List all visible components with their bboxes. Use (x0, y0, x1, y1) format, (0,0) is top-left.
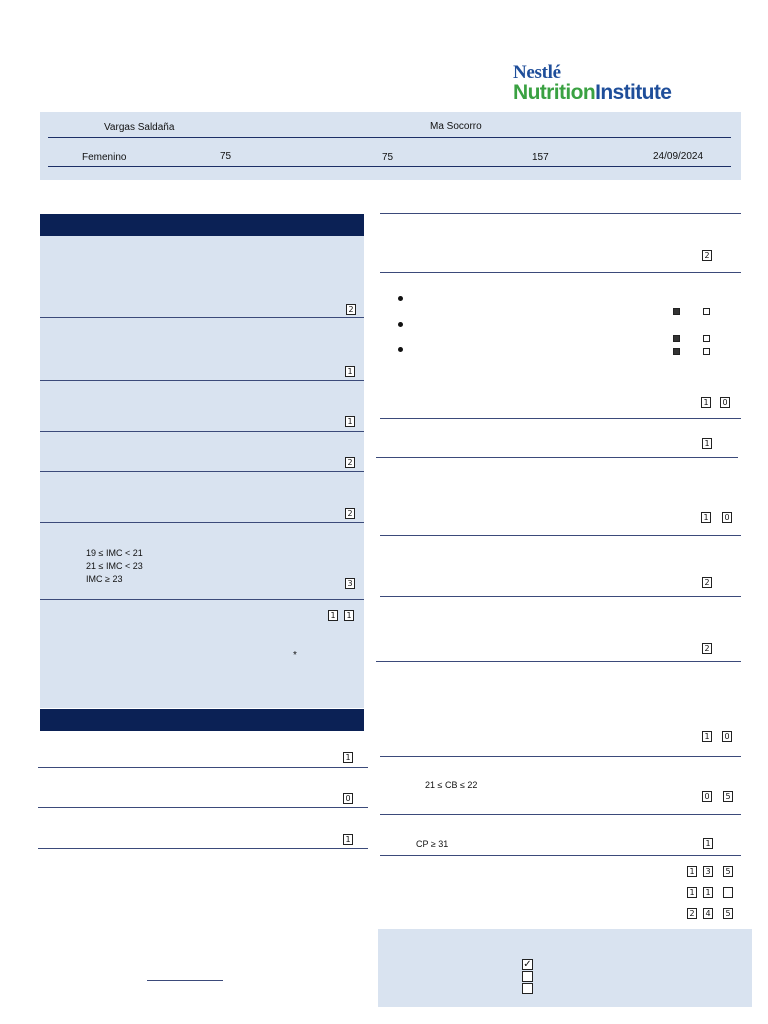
divider (380, 418, 741, 419)
checkbox-no-1[interactable] (703, 308, 710, 315)
score-box-r2-b: 0 (720, 397, 730, 408)
brand-logo-line1: Nestlé (513, 62, 561, 83)
subtotal-digit-1: 1 (328, 610, 338, 621)
divider (38, 848, 368, 849)
divider (48, 166, 731, 167)
score-box-r1: 2 (702, 250, 712, 261)
brand-logo (513, 81, 671, 105)
score-box-q1: 2 (346, 304, 356, 315)
patient-weight: 75 (382, 152, 394, 163)
divider (376, 457, 738, 458)
screening-panel (40, 236, 364, 708)
divider (380, 596, 741, 597)
patient-name: Ma Socorro (430, 121, 482, 132)
divider (380, 272, 741, 273)
divider (40, 431, 364, 432)
bmi-option-3: IMC ≥ 23 (86, 574, 123, 584)
score-box-bmi: 3 (345, 578, 355, 589)
score-box-r7-b: 0 (722, 731, 732, 742)
divider (40, 522, 364, 523)
divider (380, 814, 741, 815)
cp-label: CP ≥ 31 (416, 839, 449, 849)
divider (48, 137, 731, 138)
checkbox-no-2[interactable] (703, 335, 710, 342)
patient-sex: Femenino (82, 152, 127, 163)
brand-logo-nutrition: Nutrition (513, 81, 596, 104)
score-box-r7-a: 1 (702, 731, 712, 742)
divider (380, 213, 741, 214)
divider (376, 661, 741, 662)
patient-height: 157 (532, 152, 549, 163)
score-box-q8: 0 (343, 793, 353, 804)
checkbox-yes-2[interactable] (673, 335, 680, 342)
total-a-2: 3 (703, 866, 713, 877)
score-box-r5: 2 (702, 577, 712, 588)
checkbox-yes-1[interactable] (673, 308, 680, 315)
score-box-q3: 1 (345, 416, 355, 427)
score-box-r4-a: 1 (701, 512, 711, 523)
patient-surname: Vargas Saldaña (104, 122, 175, 133)
bullet-icon (398, 347, 403, 352)
total-c-2: 4 (703, 908, 713, 919)
bmi-option-2: 21 ≤ IMC < 23 (86, 561, 143, 571)
divider (40, 471, 364, 472)
total-c-3: 5 (723, 908, 733, 919)
checkbox-yes-3[interactable] (673, 348, 680, 355)
score-box-r2-a: 1 (701, 397, 711, 408)
total-b-1: 1 (687, 887, 697, 898)
patient-date: 24/09/2024 (653, 151, 704, 162)
section-header-screening (40, 214, 364, 236)
section-header-assessment (40, 709, 364, 731)
cb-label: 21 ≤ CB ≤ 22 (425, 780, 478, 790)
bullet-icon (398, 322, 403, 327)
total-b-3 (723, 887, 733, 898)
score-box-q7: 1 (343, 752, 353, 763)
divider (38, 807, 368, 808)
total-a-3: 5 (723, 866, 733, 877)
total-a-1: 1 (687, 866, 697, 877)
divider (380, 756, 741, 757)
score-box-r9: 1 (703, 838, 713, 849)
divider (40, 317, 364, 318)
divider (380, 855, 741, 856)
score-box-r8-b: 5 (723, 791, 733, 802)
result-checkbox-2[interactable] (522, 971, 533, 982)
score-box-q2: 1 (345, 366, 355, 377)
bmi-option-1: 19 ≤ IMC < 21 (86, 548, 143, 558)
score-box-q9: 1 (343, 834, 353, 845)
total-b-2: 1 (703, 887, 713, 898)
star-mark: * (293, 650, 297, 661)
score-box-r4-b: 0 (722, 512, 732, 523)
subtotal-digit-2: 1 (344, 610, 354, 621)
result-checkbox-1[interactable]: ✓ (523, 959, 532, 970)
score-box-r6: 2 (702, 643, 712, 654)
divider (380, 535, 741, 536)
result-panel (378, 929, 752, 1007)
patient-age: 75 (220, 151, 232, 162)
divider (38, 767, 368, 768)
result-checkbox-3[interactable] (522, 983, 533, 994)
divider (40, 380, 364, 381)
checkbox-no-3[interactable] (703, 348, 710, 355)
signature-line (147, 980, 223, 981)
score-box-r8-a: 0 (702, 791, 712, 802)
total-c-1: 2 (687, 908, 697, 919)
bullet-icon (398, 296, 403, 301)
score-box-q5: 2 (345, 508, 355, 519)
brand-logo-institute: Institute (595, 81, 672, 104)
score-box-r3: 1 (702, 438, 712, 449)
score-box-q4: 2 (345, 457, 355, 468)
divider (40, 599, 364, 600)
